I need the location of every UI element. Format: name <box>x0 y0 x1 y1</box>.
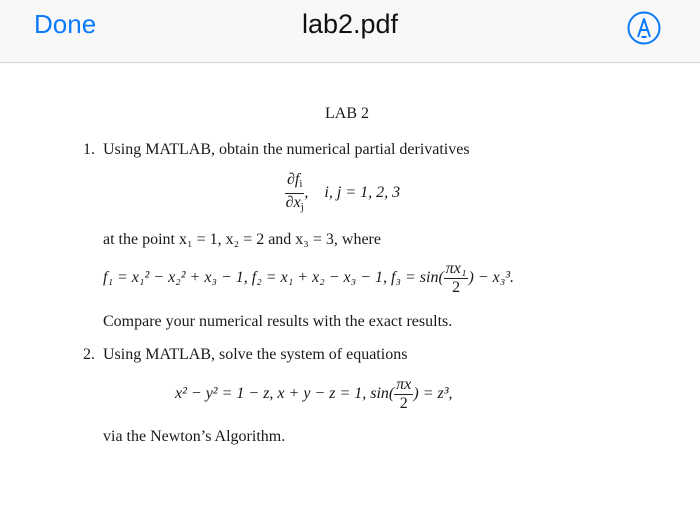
compare-instruction: Compare your numerical results with the exact results. <box>103 313 453 330</box>
item-1-number: 1. <box>83 141 95 158</box>
index-range: i, j = 1, 2, 3 <box>324 184 401 202</box>
system-of-equations: x² − y² = 1 − z, x + y − z = 1, sin( $\frac{\pi x}{2}$ ) = z³, <box>175 376 453 412</box>
pdf-page <box>0 63 700 523</box>
pi-x-over-2-fraction: $\frac{\pi x}{2}$ <box>396 376 412 412</box>
partial-derivative-fraction: $\frac{\partial f_i}{\partial x_j}$ <box>285 171 304 213</box>
pi-x1-over-2-fraction: $\frac{\text{πx₁}}{2}$ <box>445 260 467 296</box>
point-statement: at the point x₁ = 1, x₂ = 2 and x₃ = 3, where <box>103 231 381 248</box>
function-definitions: f₁ = x₁² − x₂² + x₃ − 1, f₂ = x₁ + x₂ − x₃ − 1, f₃ = sin( $\frac{\text{πx₁}}{2}$ ) − x₃³. <box>103 260 515 296</box>
item-2-number: 2. <box>83 346 95 363</box>
document-title: lab2.pdf <box>301 9 399 39</box>
done-button[interactable]: Done <box>34 9 97 39</box>
markup-pen-icon[interactable] <box>626 10 662 46</box>
navigation-bar <box>0 0 700 63</box>
partial-derivative-equation: $\frac{\partial f_i}{\partial x_j}$ , i, j = 1, 2, 3 <box>285 171 400 216</box>
item-2-text: Using MATLAB, solve the system of equations <box>103 346 408 363</box>
lab-heading: LAB 2 <box>325 105 369 122</box>
newton-algorithm-note: via the Newton’s Algorithm. <box>103 428 286 445</box>
item-1-text: Using MATLAB, obtain the numerical partial derivatives <box>103 141 470 158</box>
